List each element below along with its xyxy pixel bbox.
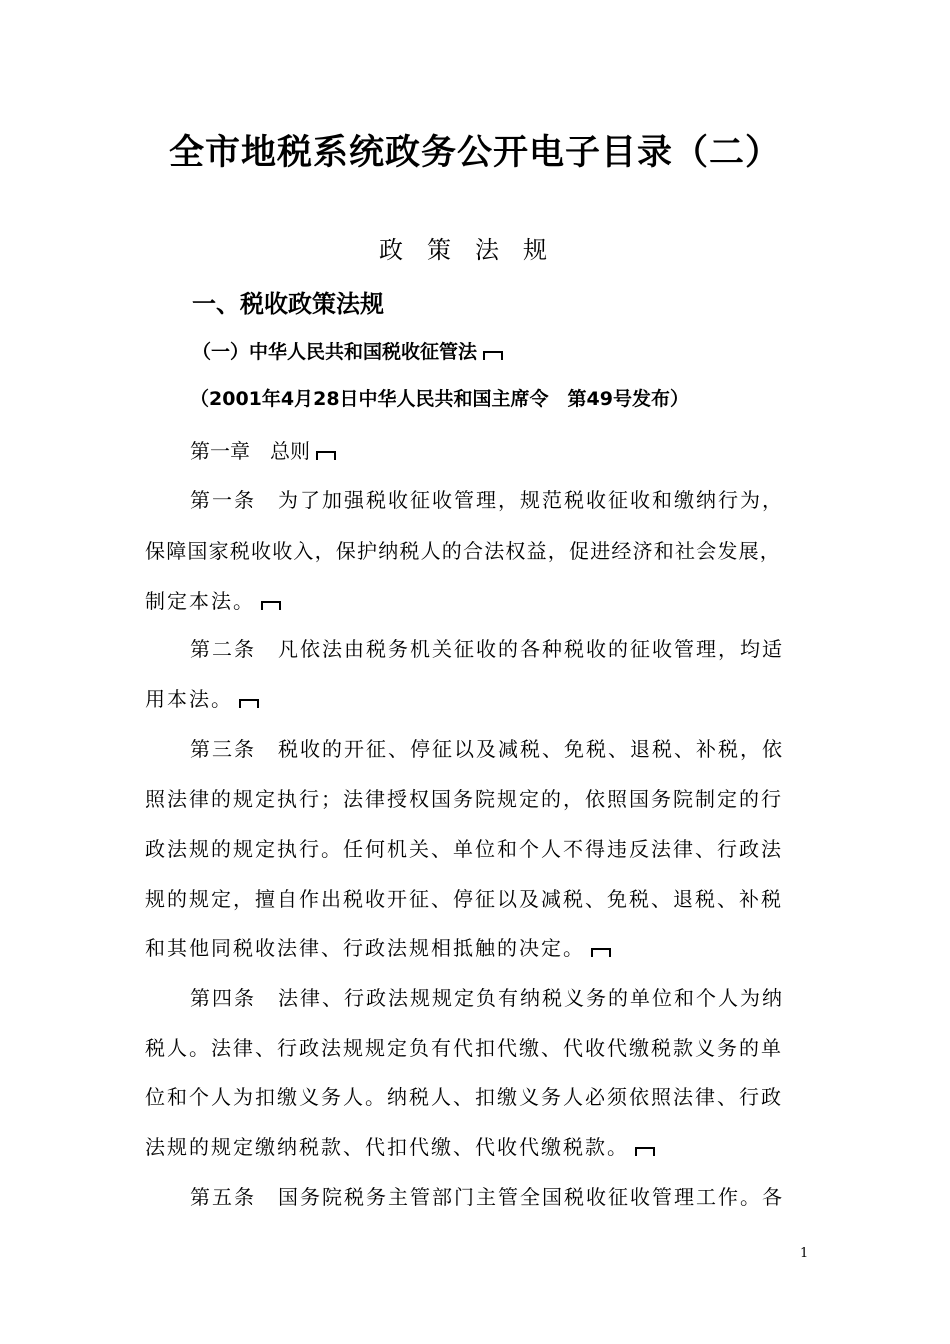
paragraph-mark-icon: [261, 601, 281, 610]
paragraph-mark-icon: [316, 451, 336, 460]
section-heading: 一、税收政策法规: [192, 290, 384, 318]
paragraph-mark-icon: [239, 699, 259, 708]
text-line: 规的规定，擅自作出税收开征、停征以及减税、免税、退税、补税: [145, 887, 783, 911]
paragraph-mark-icon: [483, 351, 503, 360]
text-line: 和其他同税收法律、行政法规相抵触的决定。: [145, 933, 611, 963]
text-line: 第一条 为了加强税收征收管理，规范税收征收和缴纳行为，: [190, 488, 784, 512]
text-line: 用本法。: [145, 684, 259, 714]
page-number: 1: [800, 1246, 809, 1261]
text-line: 位和个人为扣缴义务人。纳税人、扣缴义务人必须依照法律、行政: [145, 1085, 783, 1109]
text-line: 第五条 国务院税务主管部门主管全国税收征收管理工作。各: [190, 1185, 784, 1209]
paragraph-mark-icon: [591, 948, 611, 957]
issuance-note: （2001年4月28日中华人民共和国主席令 第49号发布）: [190, 388, 689, 410]
text-line: 照法律的规定执行；法律授权国务院规定的，依照国务院制定的行: [145, 787, 783, 811]
text-line: 税人。法律、行政法规规定负有代扣代缴、代收代缴税款义务的单: [145, 1036, 783, 1060]
subsection-heading: （一）中华人民共和国税收征管法: [192, 337, 503, 367]
text-line: 制定本法。: [145, 586, 281, 616]
chapter-heading: 第一章 总则: [190, 436, 336, 466]
document-title: 全市地税系统政务公开电子目录（二）: [168, 133, 781, 173]
text-line: 第四条 法律、行政法规规定负有纳税义务的单位和个人为纳: [190, 986, 784, 1010]
text-line: 第二条 凡依法由税务机关征收的各种税收的征收管理，均适: [190, 637, 784, 661]
text-line: 保障国家税收收入，保护纳税人的合法权益，促进经济和社会发展，: [145, 539, 781, 563]
paragraph-mark-icon: [635, 1147, 655, 1156]
text-line: 第三条 税收的开征、停征以及减税、免税、退税、补税，依: [190, 737, 784, 761]
document-subtitle: 政策法规: [379, 236, 571, 264]
text-line: 法规的规定缴纳税款、代扣代缴、代收代缴税款。: [145, 1132, 655, 1162]
text-line: 政法规的规定执行。任何机关、单位和个人不得违反法律、行政法: [145, 837, 783, 861]
